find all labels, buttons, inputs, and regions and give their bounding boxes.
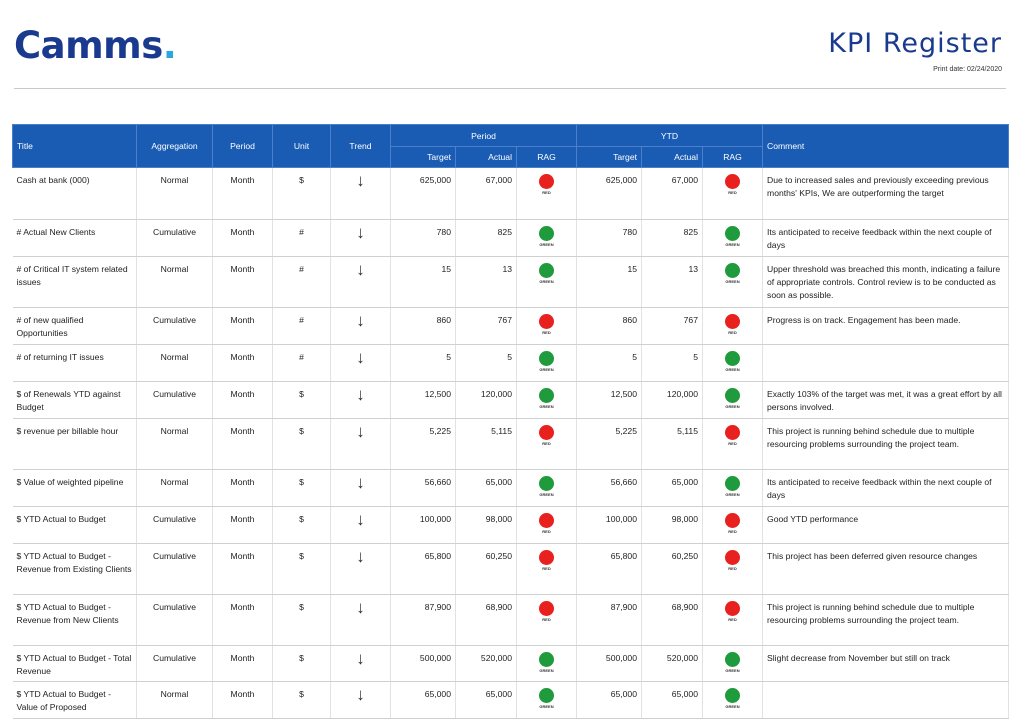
header-divider (14, 88, 1006, 89)
green-status-icon (539, 476, 554, 491)
period-actual-cell: 98,000 (456, 507, 517, 544)
rag-status (521, 513, 572, 534)
aggregation-cell: Cumulative (137, 507, 213, 544)
kpi-table (12, 124, 1009, 719)
col-aggregation-header: Aggregation (137, 125, 213, 168)
ytd-rag-cell (703, 419, 763, 470)
ytd-actual-cell: 120,000 (642, 382, 703, 419)
rag-status (521, 174, 572, 195)
ytd-group-header: YTD (577, 125, 763, 147)
green-status-icon (539, 226, 554, 241)
rag-label: RED (542, 566, 551, 571)
col-title-header: Title (13, 125, 137, 168)
aggregation-cell: Cumulative (137, 595, 213, 646)
period-cell: Month (213, 470, 273, 507)
ytd-actual-cell: 767 (642, 308, 703, 345)
rag-label: RED (728, 529, 737, 534)
green-status-icon (539, 351, 554, 366)
red-status-icon (539, 601, 554, 616)
arrow-down-icon: ↓ (356, 685, 365, 704)
aggregation-cell: Cumulative (137, 308, 213, 345)
green-status-icon (725, 476, 740, 491)
green-status-icon (725, 351, 740, 366)
red-status-icon (539, 513, 554, 528)
period-cell: Month (213, 682, 273, 719)
period-rag-cell (517, 544, 577, 595)
ytd-actual-cell: 60,250 (642, 544, 703, 595)
table-row (13, 544, 1009, 595)
red-status-icon (539, 425, 554, 440)
arrow-down-icon: ↓ (356, 260, 365, 279)
rag-status (521, 601, 572, 622)
period-cell: Month (213, 419, 273, 470)
unit-cell: $ (273, 646, 331, 682)
table-row (13, 682, 1009, 719)
rag-status (521, 263, 572, 284)
ytd-target-cell: 860 (577, 308, 642, 345)
arrow-down-icon: ↓ (356, 348, 365, 367)
ytd-rag-cell (703, 507, 763, 544)
period-cell: Month (213, 308, 273, 345)
arrow-down-icon: ↓ (356, 223, 365, 242)
rag-status (521, 388, 572, 409)
period-rag-cell (517, 682, 577, 719)
period-rag-cell (517, 646, 577, 682)
green-status-icon (539, 388, 554, 403)
green-status-icon (539, 688, 554, 703)
comment-cell: Slight decrease from November but still on track (763, 646, 1009, 682)
kpi-title-cell: # Actual New Clients (13, 220, 137, 257)
trend-cell (331, 470, 391, 507)
unit-cell: $ (273, 419, 331, 470)
aggregation-cell: Normal (137, 345, 213, 382)
green-status-icon (725, 263, 740, 278)
rag-label: GREEN (539, 704, 554, 709)
rag-status (707, 425, 758, 446)
ytd-target-cell: 100,000 (577, 507, 642, 544)
table-row (13, 595, 1009, 646)
unit-cell: $ (273, 682, 331, 719)
comment-cell (763, 682, 1009, 719)
period-actual-cell: 120,000 (456, 382, 517, 419)
rag-label: GREEN (725, 242, 740, 247)
rag-status (707, 351, 758, 372)
period-actual-cell: 67,000 (456, 168, 517, 220)
trend-cell (331, 220, 391, 257)
period-rag-cell (517, 470, 577, 507)
ytd-target-cell: 780 (577, 220, 642, 257)
period-group-header: Period (391, 125, 577, 147)
rag-status (707, 174, 758, 195)
arrow-down-icon: ↓ (356, 171, 365, 190)
logo-text: Camms (14, 24, 163, 67)
rag-status (521, 314, 572, 335)
comment-cell: Exactly 103% of the target was met, it was a great effort by all persons involved. (763, 382, 1009, 419)
period-actual-header: Actual (456, 147, 517, 168)
period-target-cell: 100,000 (391, 507, 456, 544)
ytd-actual-cell: 825 (642, 220, 703, 257)
table-row (13, 470, 1009, 507)
rag-label: RED (728, 441, 737, 446)
period-actual-cell: 520,000 (456, 646, 517, 682)
comment-cell: Good YTD performance (763, 507, 1009, 544)
period-actual-cell: 60,250 (456, 544, 517, 595)
period-target-cell: 5,225 (391, 419, 456, 470)
rag-label: GREEN (725, 367, 740, 372)
period-cell: Month (213, 646, 273, 682)
trend-cell (331, 168, 391, 220)
arrow-down-icon: ↓ (356, 422, 365, 441)
table-row (13, 345, 1009, 382)
aggregation-cell: Normal (137, 470, 213, 507)
trend-cell (331, 544, 391, 595)
comment-cell: This project is running behind schedule due to multiple resourcing problems surrounding the project team. (763, 595, 1009, 646)
kpi-title-cell: $ revenue per billable hour (13, 419, 137, 470)
period-rag-cell (517, 308, 577, 345)
unit-cell: $ (273, 544, 331, 595)
ytd-rag-cell (703, 220, 763, 257)
trend-cell (331, 257, 391, 308)
period-actual-cell: 825 (456, 220, 517, 257)
rag-status (707, 688, 758, 709)
table-row (13, 646, 1009, 682)
red-status-icon (725, 425, 740, 440)
period-actual-cell: 65,000 (456, 470, 517, 507)
ytd-target-cell: 56,660 (577, 470, 642, 507)
ytd-target-cell: 625,000 (577, 168, 642, 220)
kpi-title-cell: $ Value of weighted pipeline (13, 470, 137, 507)
rag-label: GREEN (539, 242, 554, 247)
ytd-rag-cell (703, 345, 763, 382)
table-row (13, 168, 1009, 220)
period-target-cell: 5 (391, 345, 456, 382)
rag-label: RED (728, 190, 737, 195)
green-status-icon (725, 226, 740, 241)
period-target-cell: 860 (391, 308, 456, 345)
ytd-rag-cell (703, 682, 763, 719)
rag-status (521, 351, 572, 372)
rag-label: GREEN (725, 492, 740, 497)
period-target-cell: 12,500 (391, 382, 456, 419)
period-cell: Month (213, 544, 273, 595)
aggregation-cell: Cumulative (137, 646, 213, 682)
rag-status (707, 601, 758, 622)
ytd-rag-cell (703, 470, 763, 507)
period-actual-cell: 68,900 (456, 595, 517, 646)
ytd-rag-header: RAG (703, 147, 763, 168)
ytd-target-cell: 15 (577, 257, 642, 308)
rag-label: GREEN (539, 367, 554, 372)
table-row (13, 308, 1009, 345)
ytd-target-cell: 87,900 (577, 595, 642, 646)
logo-dot: . (162, 24, 177, 67)
period-rag-cell (517, 382, 577, 419)
period-target-cell: 780 (391, 220, 456, 257)
unit-cell: $ (273, 168, 331, 220)
ytd-target-cell: 500,000 (577, 646, 642, 682)
rag-status (707, 550, 758, 571)
unit-cell: # (273, 308, 331, 345)
period-target-cell: 15 (391, 257, 456, 308)
green-status-icon (725, 688, 740, 703)
aggregation-cell: Normal (137, 419, 213, 470)
rag-label: RED (728, 566, 737, 571)
period-target-cell: 500,000 (391, 646, 456, 682)
kpi-title-cell: $ YTD Actual to Budget - Revenue from Existing Clients (13, 544, 137, 595)
period-actual-cell: 767 (456, 308, 517, 345)
ytd-rag-cell (703, 308, 763, 345)
col-trend-header: Trend (331, 125, 391, 168)
unit-cell: # (273, 345, 331, 382)
ytd-target-cell: 5,225 (577, 419, 642, 470)
period-cell: Month (213, 345, 273, 382)
period-target-cell: 65,000 (391, 682, 456, 719)
table-row (13, 257, 1009, 308)
print-date: Print date: 02/24/2020 (933, 66, 1002, 73)
period-actual-cell: 5 (456, 345, 517, 382)
ytd-rag-cell (703, 595, 763, 646)
red-status-icon (539, 550, 554, 565)
period-actual-cell: 65,000 (456, 682, 517, 719)
rag-label: RED (542, 190, 551, 195)
period-actual-cell: 13 (456, 257, 517, 308)
red-status-icon (725, 174, 740, 189)
table-row (13, 419, 1009, 470)
ytd-target-cell: 65,000 (577, 682, 642, 719)
arrow-down-icon: ↓ (356, 311, 365, 330)
period-target-cell: 56,660 (391, 470, 456, 507)
arrow-down-icon: ↓ (356, 598, 365, 617)
rag-status (521, 652, 572, 673)
aggregation-cell: Normal (137, 168, 213, 220)
green-status-icon (725, 652, 740, 667)
table-row (13, 220, 1009, 257)
period-rag-cell (517, 168, 577, 220)
green-status-icon (539, 263, 554, 278)
period-target-cell: 87,900 (391, 595, 456, 646)
ytd-target-cell: 12,500 (577, 382, 642, 419)
col-unit-header: Unit (273, 125, 331, 168)
ytd-actual-cell: 520,000 (642, 646, 703, 682)
ytd-rag-cell (703, 382, 763, 419)
rag-label: GREEN (725, 404, 740, 409)
aggregation-cell: Normal (137, 682, 213, 719)
period-rag-cell (517, 257, 577, 308)
kpi-title-cell: $ YTD Actual to Budget - Value of Proposed (13, 682, 137, 719)
trend-cell (331, 419, 391, 470)
ytd-rag-cell (703, 168, 763, 220)
comment-cell: Its anticipated to receive feedback within the next couple of days (763, 470, 1009, 507)
period-rag-header: RAG (517, 147, 577, 168)
comment-cell: Progress is on track. Engagement has been made. (763, 308, 1009, 345)
ytd-actual-cell: 98,000 (642, 507, 703, 544)
red-status-icon (539, 314, 554, 329)
rag-label: RED (728, 617, 737, 622)
comment-cell: Its anticipated to receive feedback within the next couple of days (763, 220, 1009, 257)
trend-cell (331, 507, 391, 544)
trend-cell (331, 308, 391, 345)
rag-status (707, 314, 758, 335)
aggregation-cell: Cumulative (137, 382, 213, 419)
unit-cell: # (273, 257, 331, 308)
rag-label: GREEN (725, 668, 740, 673)
rag-label: GREEN (539, 279, 554, 284)
table-body (13, 168, 1009, 719)
period-cell: Month (213, 257, 273, 308)
rag-status (521, 425, 572, 446)
unit-cell: $ (273, 382, 331, 419)
trend-cell (331, 382, 391, 419)
green-status-icon (725, 388, 740, 403)
period-rag-cell (517, 419, 577, 470)
ytd-actual-cell: 13 (642, 257, 703, 308)
arrow-down-icon: ↓ (356, 547, 365, 566)
period-actual-cell: 5,115 (456, 419, 517, 470)
period-cell: Month (213, 168, 273, 220)
rag-label: GREEN (539, 668, 554, 673)
comment-cell: This project has been deferred given resource changes (763, 544, 1009, 595)
comment-cell: Upper threshold was breached this month, indicating a failure of appropriate controls. Control review is to be conducted as soon as possible. (763, 257, 1009, 308)
unit-cell: $ (273, 470, 331, 507)
arrow-down-icon: ↓ (356, 385, 365, 404)
rag-status (707, 226, 758, 247)
period-target-cell: 65,800 (391, 544, 456, 595)
kpi-title-cell: # of returning IT issues (13, 345, 137, 382)
ytd-target-cell: 65,800 (577, 544, 642, 595)
red-status-icon (725, 550, 740, 565)
ytd-actual-cell: 68,900 (642, 595, 703, 646)
rag-status (521, 226, 572, 247)
ytd-actual-cell: 65,000 (642, 470, 703, 507)
ytd-rag-cell (703, 257, 763, 308)
aggregation-cell: Cumulative (137, 220, 213, 257)
ytd-rag-cell (703, 646, 763, 682)
green-status-icon (539, 652, 554, 667)
col-period-header: Period (213, 125, 273, 168)
kpi-title-cell: $ of Renewals YTD against Budget (13, 382, 137, 419)
ytd-actual-cell: 65,000 (642, 682, 703, 719)
kpi-title-cell: Cash at bank (000) (13, 168, 137, 220)
trend-cell (331, 345, 391, 382)
arrow-down-icon: ↓ (356, 649, 365, 668)
aggregation-cell: Normal (137, 257, 213, 308)
kpi-title-cell: $ YTD Actual to Budget - Revenue from New Clients (13, 595, 137, 646)
rag-label: RED (728, 330, 737, 335)
rag-label: RED (542, 330, 551, 335)
period-rag-cell (517, 507, 577, 544)
red-status-icon (539, 174, 554, 189)
period-target-header: Target (391, 147, 456, 168)
comment-cell: This project is running behind schedule due to multiple resourcing problems surrounding the project team. (763, 419, 1009, 470)
rag-status (521, 476, 572, 497)
trend-cell (331, 646, 391, 682)
table-row (13, 507, 1009, 544)
period-target-cell: 625,000 (391, 168, 456, 220)
col-comment-header: Comment (763, 125, 1009, 168)
report-title: KPI Register (828, 28, 1002, 59)
kpi-title-cell: # of Critical IT system related issues (13, 257, 137, 308)
rag-status (707, 652, 758, 673)
rag-status (707, 476, 758, 497)
arrow-down-icon: ↓ (356, 510, 365, 529)
comment-cell: Due to increased sales and previously exceeding previous months' KPIs, We are outperforming the target (763, 168, 1009, 220)
period-rag-cell (517, 220, 577, 257)
period-rag-cell (517, 595, 577, 646)
unit-cell: # (273, 220, 331, 257)
period-cell: Month (213, 507, 273, 544)
rag-label: RED (542, 529, 551, 534)
ytd-actual-header: Actual (642, 147, 703, 168)
rag-status (707, 388, 758, 409)
ytd-actual-cell: 5,115 (642, 419, 703, 470)
rag-label: GREEN (725, 704, 740, 709)
arrow-down-icon: ↓ (356, 473, 365, 492)
comment-cell (763, 345, 1009, 382)
rag-status (707, 513, 758, 534)
rag-label: RED (542, 441, 551, 446)
trend-cell (331, 595, 391, 646)
red-status-icon (725, 601, 740, 616)
ytd-rag-cell (703, 544, 763, 595)
period-cell: Month (213, 382, 273, 419)
red-status-icon (725, 314, 740, 329)
unit-cell: $ (273, 507, 331, 544)
period-cell: Month (213, 595, 273, 646)
ytd-actual-cell: 67,000 (642, 168, 703, 220)
aggregation-cell: Cumulative (137, 544, 213, 595)
rag-status (521, 688, 572, 709)
rag-status (521, 550, 572, 571)
period-cell: Month (213, 220, 273, 257)
period-rag-cell (517, 345, 577, 382)
camms-logo (14, 24, 176, 67)
rag-status (707, 263, 758, 284)
ytd-target-header: Target (577, 147, 642, 168)
red-status-icon (725, 513, 740, 528)
kpi-title-cell: $ YTD Actual to Budget (13, 507, 137, 544)
table-header (13, 125, 1009, 168)
table-row (13, 382, 1009, 419)
rag-label: GREEN (725, 279, 740, 284)
ytd-actual-cell: 5 (642, 345, 703, 382)
ytd-target-cell: 5 (577, 345, 642, 382)
kpi-title-cell: $ YTD Actual to Budget - Total Revenue (13, 646, 137, 682)
unit-cell: $ (273, 595, 331, 646)
rag-label: GREEN (539, 404, 554, 409)
trend-cell (331, 682, 391, 719)
kpi-title-cell: # of new qualified Opportunities (13, 308, 137, 345)
rag-label: RED (542, 617, 551, 622)
rag-label: GREEN (539, 492, 554, 497)
